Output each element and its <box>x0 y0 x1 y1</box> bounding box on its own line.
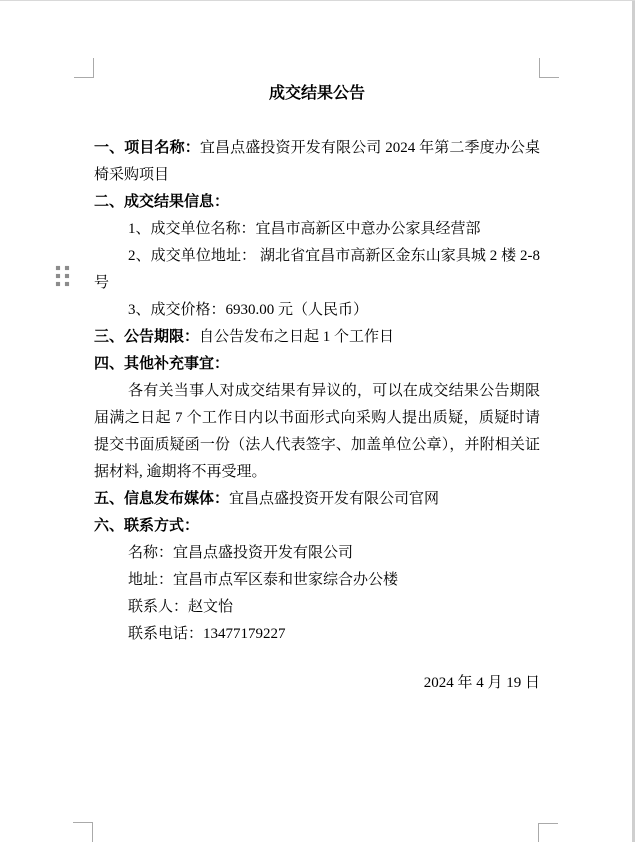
paragraph-label: 六、联系方式： <box>94 518 200 534</box>
paragraph-label: 一、项目名称： <box>94 140 200 156</box>
drag-dot <box>65 282 69 286</box>
margin-mark-bottom-left <box>73 822 93 842</box>
paragraph-text: 1、成交单位名称：宜昌市高新区中意办公家具经营部 <box>128 221 481 237</box>
paragraph-text: 自公告发布之日起 1 个工作日 <box>199 329 395 345</box>
margin-mark-top-left <box>74 58 94 78</box>
paragraph-label: 二、成交结果信息： <box>94 194 230 210</box>
paragraph-result-heading <box>94 189 540 216</box>
drag-dot <box>56 266 60 270</box>
paragraph-contact-phone <box>94 621 540 648</box>
paragraph-winner-address <box>94 243 540 297</box>
paragraph-text: 地址：宜昌市点军区泰和世家综合办公楼 <box>128 572 399 588</box>
paragraph-text: 2、成交单位地址： 湖北省宜昌市高新区金东山家具城 2 楼 2-8 号 <box>94 248 540 291</box>
document-title: 成交结果公告 <box>268 85 365 102</box>
margin-mark-bottom-right <box>538 823 558 842</box>
drag-dot <box>56 282 60 286</box>
paragraph-contact-address <box>94 567 540 594</box>
paragraph-contact-name <box>94 540 540 567</box>
drag-dot <box>65 274 69 278</box>
paragraph-project-name <box>94 135 540 189</box>
paragraph-publish-media <box>94 486 540 513</box>
paragraph-contact-heading <box>94 513 540 540</box>
document-body <box>94 80 540 697</box>
margin-mark-top-right <box>539 58 559 78</box>
drag-dot <box>65 266 69 270</box>
paragraph-supplement-heading <box>94 351 540 378</box>
paragraph-text: 联系人：赵文怡 <box>128 599 234 615</box>
paragraph-text: 3、成交价格：6930.00 元（人民币） <box>128 302 369 318</box>
paragraph-text: 宜昌点盛投资开发有限公司 2024 年第二季度办公桌椅采购项目 <box>94 140 540 183</box>
paragraph-supplement-body <box>94 378 540 486</box>
paragraph-label: 四、其他补充事宜： <box>94 356 230 372</box>
paragraph-deal-price <box>94 297 540 324</box>
paragraph-notice-period <box>94 324 540 351</box>
paragraph-text: 名称：宜昌点盛投资开发有限公司 <box>128 545 354 561</box>
paragraph-contact-person <box>94 594 540 621</box>
paragraph-text: 联系电话：13477179227 <box>128 626 286 642</box>
paragraph-text: 宜昌点盛投资开发有限公司官网 <box>229 491 440 507</box>
paragraph-label: 五、信息发布媒体： <box>94 491 230 507</box>
paragraph-drag-handle-icon[interactable] <box>56 266 69 286</box>
drag-dot <box>56 274 60 278</box>
paragraph-label: 三、公告期限： <box>94 329 200 345</box>
paragraph-winner-name <box>94 216 540 243</box>
document-date: 2024 年 4 月 19 日 <box>423 675 540 691</box>
paragraph-text: 各有关当事人对成交结果有异议的，可以在成交结果公告期限届满之日起 7 个工作日内以书面形式向采购人提出质疑，质疑时请提交书面质疑函一份（法人代表签字、加盖单位公章），并附相关证据材料, 逾期将不再受理。 <box>94 383 540 480</box>
